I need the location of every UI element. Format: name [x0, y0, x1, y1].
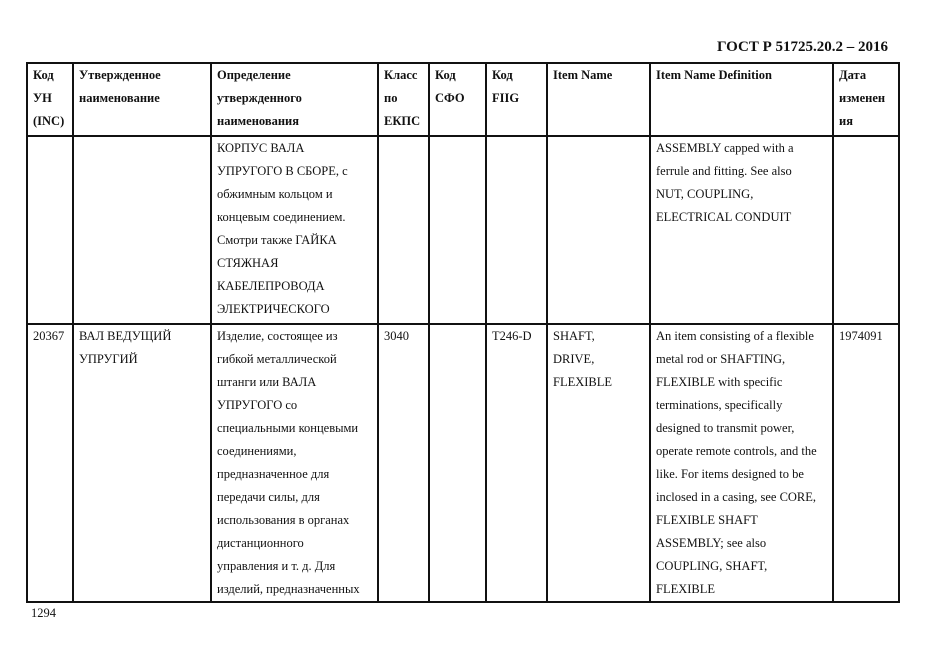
cell-sfo: [429, 136, 486, 324]
table-header-row: [27, 63, 899, 136]
cell-item-name-definition: ASSEMBLY capped with a ferrule and fitting. See also NUT, COUPLING, ELECTRICAL CONDUIT: [650, 136, 833, 324]
header-item-name: Item Name: [547, 63, 650, 136]
cell-item-name: [547, 136, 650, 324]
header-item-name-definition: Item Name Definition: [650, 63, 833, 136]
header-sfo: Код СФО: [429, 63, 486, 136]
cell-definition: КОРПУС ВАЛА УПРУГОГО В СБОРЕ, с обжимным кольцом и концевым соединением. Смотри также ГАЙКА СТЯЖНАЯ КАБЕЛЕПРОВОДА ЭЛЕКТРИЧЕСКОГО: [211, 136, 378, 324]
table-row: [27, 324, 899, 602]
cell-inc: [27, 136, 73, 324]
cell-sfo: [429, 324, 486, 602]
cell-approved-name: [73, 136, 211, 324]
cell-class: 3040: [378, 324, 429, 602]
header-fiig: Код FIIG: [486, 63, 547, 136]
cell-change-date: 1974091: [833, 324, 899, 602]
cell-change-date: [833, 136, 899, 324]
header-approved-name: Утвержденное наименование: [73, 63, 211, 136]
cell-item-name-definition: An item consisting of a flexible metal rod or SHAFTING, FLEXIBLE with specific terminations, specifically designed to transmit power, operate remote controls, and the like. For items designed to be inclosed in a casing, see CORE, FLEXIBLE SHAFT ASSEMBLY; see also COUPLING, SHAFT, FLEXIBLE: [650, 324, 833, 602]
header-definition: Определение утвержденного наименования: [211, 63, 378, 136]
header-inc: Код УН (INC): [27, 63, 73, 136]
cell-fiig: [486, 136, 547, 324]
cell-definition: Изделие, состоящее из гибкой металлической штанги или ВАЛА УПРУГОГО со специальными концевыми соединениями, предназначенное для передачи силы, для использования в органах дистанционного управления и т. д. Для изделий, предназначенных: [211, 324, 378, 602]
page-number: 1294: [31, 606, 56, 620]
header-class: Класс по ЕКПС: [378, 63, 429, 136]
header-change-date: Дата изменен ия: [833, 63, 899, 136]
table-row: [27, 136, 899, 324]
cell-item-name: SHAFT, DRIVE, FLEXIBLE: [547, 324, 650, 602]
document-code: ГОСТ Р 51725.20.2 – 2016: [716, 39, 888, 55]
cell-inc: 20367: [27, 324, 73, 602]
cell-approved-name: ВАЛ ВЕДУЩИЙ УПРУГИЙ: [73, 324, 211, 602]
catalog-table: [26, 62, 900, 603]
cell-fiig: T246-D: [486, 324, 547, 602]
cell-class: [378, 136, 429, 324]
